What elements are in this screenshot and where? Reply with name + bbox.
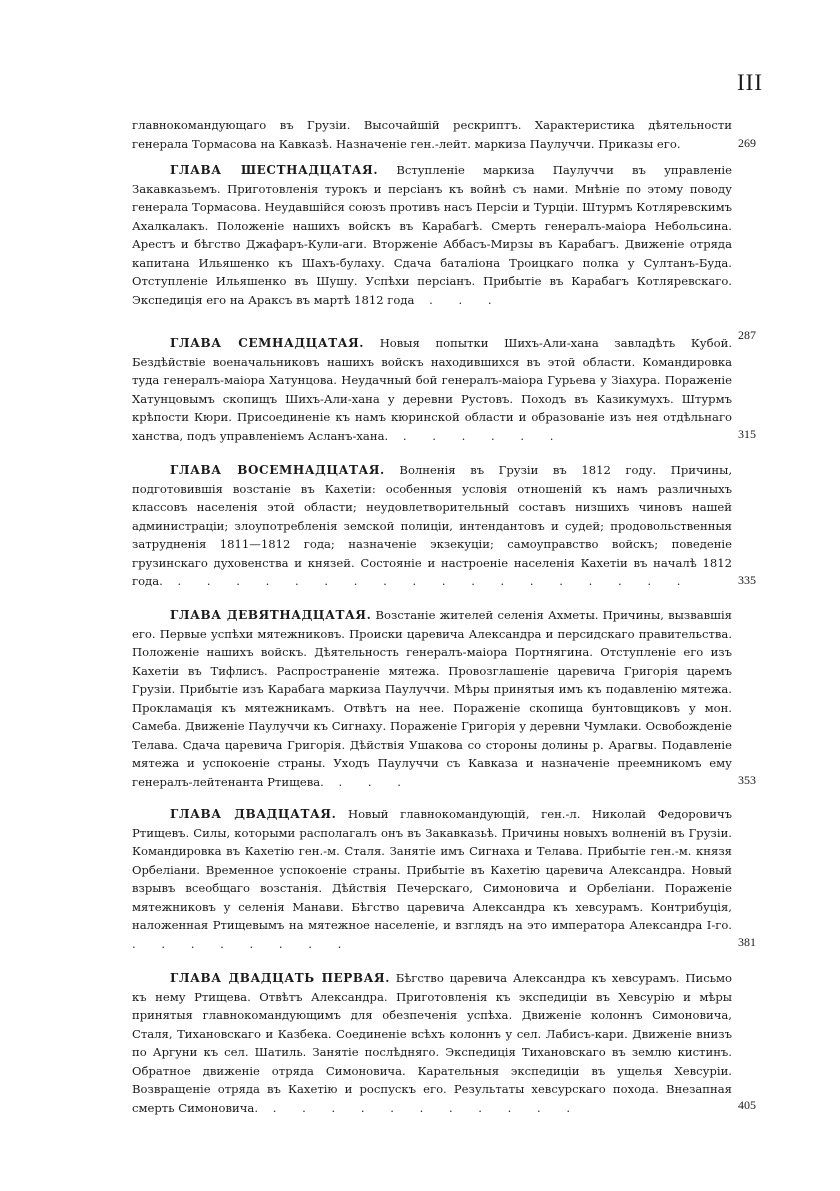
entry-page-number: 353 — [738, 773, 756, 787]
toc-entry — [132, 116, 732, 153]
toc-entry: ГЛАВА ВОСЕМНАДЦАТАЯ. Волненія въ Грузіи въ 1812 году. Причины, подготовившія возстаніе въ Кахетіи: особенныя условія отношеній къ намъ различныхъ классовъ населенія этой области; неудовлетворительный составъ низшихъ чиновъ нашей администраціи; злоупотребленія земской полиціи, интендантовъ и судей; продовольственныя затрудненія 1811—1812 года; назначеніе экзекуціи; самоуправство войскъ; поведеніе грузинскаго духовенства и князей. Состояніе и настроеніе населенія Кахетіи въ началѣ 1812 года. . . . . . . . . . . . . . . . . . . — [132, 463, 733, 588]
entry-page-number: 335 — [738, 573, 756, 587]
entry-page-number: 287 — [738, 328, 756, 342]
toc-entry: ГЛАВА ДВАДЦАТАЯ. Новый главнокомандующій, ген.-л. Николай Федоровичъ Ртищевъ. Силы, которыми располагалъ онъ въ Закавказьѣ. Причины новыхъ волненій въ Грузіи. Командировка въ Кахетію ген.-м. Сталя. Занятіе имъ Сигнаха и Телава. Прибытіе ген.-м. князя Орбеліани. Временное успокоеніе страны. Прибытіе въ Кахетію царевича Александра. Новый взрывъ всеобщаго возстанія. Дѣйствія Печерскаго, Симоновича и Орбеліани. Пораженіе мятежниковъ у селенія Манави. Бѣгство царевича Александра къ хевсурамъ. Контрибуція, наложенная Ртищевымъ на мятежное населеніе, и взглядъ на это императора Александра I-го. . . . . . . . . — [132, 807, 732, 951]
chapter-heading: ГЛАВА ВОСЕМНАДЦАТАЯ. — [170, 463, 385, 477]
entry-text: Бѣгство царевича Александра къ хевсурамъ. Письмо къ нему Ртищева. Отвѣтъ Александра. Приготовленія къ экспедиціи въ Хевсурію и мѣры принятыя главнокомандующимъ для обезпеченія успѣха. Движеніе колоннъ Симоновича, Сталя, Тихановскаго и Казбека. Соединеніе всѣхъ колоннъ у сел. Лабисъ-кари. Движеніе внизъ по Аргуни къ сел. Шатиль. Занятіе послѣдняго. Экспедиція Тихановскаго въ землю кистинъ. Обратное движеніе отряда Симоновича. Карательныя экспедиціи въ ущелья Хевсуріи. Возвращеніе отряда въ Кахетію и роспускъ его. Результаты хевсурскаго похода. Внезапная смерть Симоновича. — [132, 971, 733, 1115]
chapter-heading: ГЛАВА ДЕВЯТНАДЦАТАЯ. — [170, 608, 372, 622]
entry-page-number: 405 — [738, 1098, 756, 1112]
toc-entry: ГЛАВА ДЕВЯТНАДЦАТАЯ. Возстаніе жителей селенія Ахметы. Причины, вызвавшія его. Первые успѣхи мятежниковъ. Происки царевича Александра и персидскаго правительства. Положеніе нашихъ войскъ. Дѣятельность генералъ-маіора Портнягина. Отступленіе его изъ Кахетіи въ Тифлисъ. Распространеніе мятежа. Провозглашеніе царевича Григорія царемъ Грузіи. Прибытіе изъ Карабага маркиза Паулуччи. Мѣры принятыя имъ къ подавленію мятежа. Прокламація къ мятежникамъ. Отвѣтъ на нее. Пораженіе скопища бунтовщиковъ у мон. Самеба. Движеніе Паулуччи къ Сигнаху. Пораженіе Григорія у деревни Чумлаки. Освобожденіе Телава. Сдача царевича Григорія. Дѣйствія Ушакова со стороны долины р. Арагвы. Подавленіе мятежа и успокоеніе страны. Уходъ Паулуччи съ Кавказа и назначеніе преемникомъ ему генералъ-лейтенанта Ртищева. . . . — [132, 608, 732, 789]
entry-page-number: 269 — [738, 136, 756, 150]
toc-entry: ГЛАВА ДВАДЦАТЬ ПЕРВАЯ. Бѣгство царевича Александра къ хевсурамъ. Письмо къ нему Ртищева. Отвѣтъ Александра. Приготовленія къ экспедиціи въ Хевсурію и мѣры принятыя главнокомандующимъ для обезпеченія успѣха. Движеніе колоннъ Симоновича, Сталя, Тихановскаго и Казбека. Соединеніе всѣхъ колоннъ у сел. Лабисъ-кари. Движеніе внизъ по Аргуни къ сел. Шатиль. Занятіе послѣдняго. Экспедиція Тихановскаго въ землю кистинъ. Обратное движеніе отряда Симоновича. Карательныя экспедиціи въ ущелья Хевсуріи. Возвращеніе отряда въ Кахетію и роспускъ его. Результаты хевсурскаго похода. Внезапная смерть Симоновича. . . . . . . . . . . . — [132, 971, 733, 1115]
chapter-heading: ГЛАВА ШЕСТНАДЦАТАЯ. — [170, 163, 379, 177]
entry-page-number: 315 — [738, 427, 756, 441]
chapter-heading: ГЛАВА СЕМНАДЦАТАЯ. — [170, 336, 365, 350]
chapter-heading: ГЛАВА ДВАДЦАТЬ ПЕРВАЯ. — [170, 971, 390, 985]
page-number: III — [737, 70, 763, 95]
entry-text: Новый главнокомандующій, ген.-л. Николай Федоровичъ Ртищевъ. Силы, которыми располагалъ онъ въ Закавказьѣ. Причины новыхъ волненій въ Грузіи. Командировка въ Кахетію ген.-м. Сталя. Занятіе имъ Сигнаха и Телава. Прибытіе ген.-м. князя Орбеліани. Временное успокоеніе страны. Прибытіе въ Кахетію царевича Александра. Новый взрывъ всеобщаго возстанія. Дѣйствія Печерскаго, Симоновича и Орбеліани. Пораженіе мятежниковъ у селенія Манави. Бѣгство царевича Александра къ хевсурамъ. Контрибуція, наложенная Ртищевымъ на мятежное населеніе, и взглядъ на это императора Александра I-го. — [132, 807, 732, 932]
entry-page-number: 381 — [738, 935, 756, 949]
entry-text: Вступленіе маркиза Паулуччи въ управленіе Закавказьемъ. Приготовленія турокъ и персіанъ къ войнѣ съ нами. Мнѣніе по этому поводу генерала Тормасова. Неудавшійся союзъ противъ насъ Персіи и Турціи. Штурмъ Котляревскимъ Ахалкалакъ. Положеніе нашихъ войскъ въ Карабагѣ. Смерть генералъ-маіора Небольсина. Арестъ и бѣгство Джафаръ-Кули-аги. Вторженіе Аббасъ-Мирзы въ Карабагъ. Движеніе отряда капитана Ильяшенко къ Шахъ-булаху. Сдача баталіона Троицкаго полка у Султанъ-Буда. Отступленіе Ильяшенко въ Шушу. Успѣхи персіанъ. Прибытіе въ Карабагъ Котляревскаго. Экспедиція его на Араксъ въ мартѣ 1812 года — [132, 163, 733, 307]
entry-text: Возстаніе жителей селенія Ахметы. Причины, вызвавшія его. Первые успѣхи мятежниковъ. Происки царевича Александра и персидскаго правительства. Положеніе нашихъ войскъ. Дѣятельность генералъ-маіора Портнягина. Отступленіе его изъ Кахетіи въ Тифлисъ. Распространеніе мятежа. Провозглашеніе царевича Григорія царемъ Грузіи. Прибытіе изъ Карабага маркиза Паулуччи. Мѣры принятыя имъ къ подавленію мятежа. Прокламація къ мятежникамъ. Отвѣтъ на нее. Пораженіе скопища бунтовщиковъ у мон. Самеба. Движеніе Паулуччи къ Сигнаху. Пораженіе Григорія у деревни Чумлаки. Освобожденіе Телава. Сдача царевича Григорія. Дѣйствія Ушакова со стороны долины р. Арагвы. Подавленіе мятежа и успокоеніе страны. Уходъ Паулуччи съ Кавказа и назначеніе преемникомъ ему генералъ-лейтенанта Ртищева. — [132, 608, 732, 789]
entry-text: главнокомандующаго въ Грузіи. Высочайшій рескриптъ. Характеристика дѣятельности генерала Тормасова на Кавказѣ. Назначеніе ген.-лейт. маркиза Паулуччи. Приказы его. — [132, 118, 732, 151]
entry-text: Новыя попытки Шихъ-Али-хана завладѣть Кубой. Бездѣйствіе военачальниковъ нашихъ войскъ находившихся въ этой области. Командировка туда генералъ-маіора Хатунцова. Неудачный бой генералъ-маіора Гурьева у Зіахура. Пораженіе Хатунцовымъ скопищъ Шихъ-Али-хана у деревни Рустовъ. Походъ въ Казикумухъ. Штурмъ крѣпости Кюри. Присоединеніе къ намъ кюринской области и образованіе изъ нея отдѣльнаго ханства, подъ управленіемъ Асланъ-хана. — [132, 336, 733, 443]
toc-entry: ГЛАВА ШЕСТНАДЦАТАЯ. Вступленіе маркиза Паулуччи въ управленіе Закавказьемъ. Приготовленія турокъ и персіанъ къ войнѣ съ нами. Мнѣніе по этому поводу генерала Тормасова. Неудавшійся союзъ противъ насъ Персіи и Турціи. Штурмъ Котляревскимъ Ахалкалакъ. Положеніе нашихъ войскъ въ Карабагѣ. Смерть генералъ-маіора Небольсина. Арестъ и бѣгство Джафаръ-Кули-аги. Вторженіе Аббасъ-Мирзы въ Карабагъ. Движеніе отряда капитана Ильяшенко къ Шахъ-булаху. Сдача баталіона Троицкаго полка у Султанъ-Буда. Отступленіе Ильяшенко въ Шушу. Успѣхи персіанъ. Прибытіе въ Карабагъ Котляревскаго. Экспедиція его на Араксъ въ мартѣ 1812 года . . . — [132, 163, 733, 307]
entry-text: Волненія въ Грузіи въ 1812 году. Причины, подготовившія возстаніе въ Кахетіи: особенныя условія отношеній къ намъ различныхъ классовъ населенія этой области; неудовлетворительный составъ низшихъ чиновъ нашей администраціи; злоупотребленія земской полиціи, интендантовъ и судей; продовольственныя затрудненія 1811—1812 года; назначеніе экзекуціи; самоуправство войскъ; поведеніе грузинскаго духовенства и князей. Состояніе и настроеніе населенія Кахетіи въ началѣ 1812 года. — [132, 463, 733, 588]
toc-entry: ГЛАВА СЕМНАДЦАТАЯ. Новыя попытки Шихъ-Али-хана завладѣть Кубой. Бездѣйствіе военачальниковъ нашихъ войскъ находившихся въ этой области. Командировка туда генералъ-маіора Хатунцова. Неудачный бой генералъ-маіора Гурьева у Зіахура. Пораженіе Хатунцовымъ скопищъ Шихъ-Али-хана у деревни Рустовъ. Походъ въ Казикумухъ. Штурмъ крѣпости Кюри. Присоединеніе къ намъ кюринской области и образованіе изъ нея отдѣльнаго ханства, подъ управленіемъ Асланъ-хана. . . . . . . — [132, 336, 733, 443]
chapter-heading: ГЛАВА ДВАДЦАТАЯ. — [170, 807, 337, 821]
